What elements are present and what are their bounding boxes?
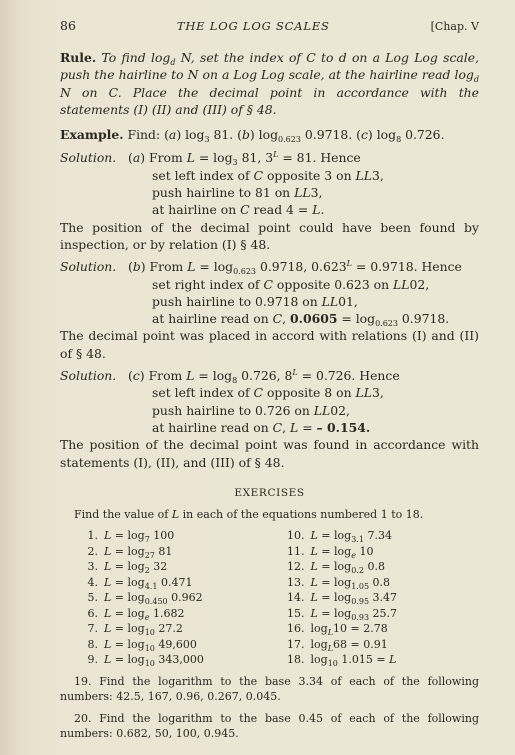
exercise-equation: $\log_{10} 1.015 = L$ <box>310 653 397 669</box>
exercise-number: 9. <box>87 653 98 667</box>
solution-step: at hairline read on C, L = – 0.154. <box>152 419 371 435</box>
exercise-number: 18. <box>287 653 305 667</box>
exercise-item <box>283 652 480 668</box>
chapter-label: [Chap. V <box>430 20 479 33</box>
solution-label: Solution. <box>60 368 117 384</box>
exercise-number: 1. <box>87 529 98 543</box>
exercise-item <box>283 621 480 637</box>
exercise-equation: $L = \log_{1.05} 0.8$ <box>310 575 391 591</box>
exercise-equation: $L = \log_7 100$ <box>104 529 175 545</box>
exercise-item <box>283 606 480 622</box>
exercise-20: 20. Find the logarithm to the base 0.45 of each of the following numbers: 0.682, 50, 100, 0.945. <box>60 711 479 741</box>
exercises-heading: EXERCISES <box>234 486 305 499</box>
example-label: Example. <box>60 127 124 143</box>
exercise-number: 8. <box>87 637 98 651</box>
page-number: 86 <box>60 18 76 33</box>
solution-a <box>60 149 479 253</box>
exercise-item <box>283 575 480 591</box>
exercise-19: 19. Find the logarithm to the base 3.34 of each of the following numbers: 42.5, 167, 0.96, 0.267, 0.045. <box>60 674 479 704</box>
exercise-number: 15. <box>287 606 305 620</box>
running-title: THE LOG LOG SCALES <box>176 19 330 33</box>
exercise-number: 3. <box>87 560 98 574</box>
exercise-item <box>283 637 480 653</box>
exercise-item <box>76 590 273 606</box>
solution-step: set left index of C opposite 3 on LL3, <box>152 167 384 183</box>
example-paragraph <box>60 126 479 143</box>
solution-note: The decimal point was placed in accord with relations (I) and (II) of § 48. <box>60 328 479 361</box>
exercise-item <box>283 544 480 560</box>
exercise-number: 4. <box>87 575 98 589</box>
exercise-number: 5. <box>87 591 98 605</box>
rule-paragraph <box>60 49 479 118</box>
exercise-equation: $L = \log_{10} 27.2$ <box>104 622 183 638</box>
exercise-equation: $L = \log_{0.93} 25.7$ <box>310 606 398 622</box>
rule-text: To find $\log_d N$, set the index of C to d on a Log Log scale, push the hairline to N on a Log Log scale, at the hairline read $\log_d N$ on C. Place the decimal point in accordance with the statements (I) (II) and (III) of § 48. <box>60 50 480 117</box>
exercise-number: 11. <box>287 544 305 558</box>
exercise-equation: $L = \log_{4.1} 0.471$ <box>104 575 193 591</box>
exercises-intro: Find the value of L in each of the equations numbered 1 to 18. <box>74 507 424 521</box>
exercise-item <box>76 528 273 544</box>
exercise-equation: $L = \log_{0.95} 3.47$ <box>310 591 398 607</box>
exercise-equation: $L = \log_2 32$ <box>104 560 168 576</box>
exercise-item <box>76 575 273 591</box>
solution-first-line: (b) From $L = \log_{0.623} 0.9718$, $0.623^L = 0.9718$. Hence <box>128 259 462 277</box>
exercise-number: 17. <box>287 637 305 651</box>
solution-b <box>60 258 479 362</box>
exercise-item <box>76 621 273 637</box>
exercise-item <box>76 637 273 653</box>
exercise-item <box>283 590 480 606</box>
exercise-equation: $\log_L68 = 0.91$ <box>310 637 388 653</box>
rule-label: Rule. <box>60 50 97 65</box>
solution-c <box>60 367 479 471</box>
exercise-equation: $L = \log_{10} 49,600$ <box>104 637 197 653</box>
exercise-equation: $L = \log_{0.450} 0.962$ <box>104 591 203 607</box>
exercise-equation: $L = \log_{0.2} 0.8$ <box>310 560 385 576</box>
solution-step: push hairline to 81 on LL3, <box>152 185 323 201</box>
solution-label: Solution. <box>60 259 117 275</box>
solution-step: push hairline to 0.726 on LL02, <box>152 402 350 418</box>
exercise-list <box>60 528 479 668</box>
exercise-number: 6. <box>87 606 98 620</box>
exercise-number: 16. <box>287 622 305 636</box>
solution-step: push hairline to 0.9718 on LL01, <box>152 293 358 309</box>
exercise-number: 12. <box>287 560 305 574</box>
solution-note: The position of the decimal point could have been found by inspection, or by relation (I) § 48. <box>60 219 479 252</box>
exercise-item <box>76 606 273 622</box>
solution-first-line: (a) From $L = \log_3 81$, $3^L = 81$. Hence <box>128 150 361 168</box>
solution-step: set right index of C opposite 0.623 on LL02, <box>152 276 430 292</box>
exercise-equation: $L = \log_e 10$ <box>310 544 374 560</box>
exercise-item <box>76 652 273 668</box>
running-header <box>60 18 479 33</box>
exercise-number: 2. <box>87 544 98 558</box>
exercise-equation: $L = \log_{10} 343,000$ <box>104 653 204 669</box>
exercise-number: 13. <box>287 575 305 589</box>
exercise-equation: $L = \log_e 1.682$ <box>104 606 185 622</box>
solution-note: The position of the decimal point was found in accordance with statements (I), (II), and (III) of § 48. <box>60 437 479 470</box>
exercise-item <box>76 544 273 560</box>
exercise-item <box>283 559 480 575</box>
exercise-number: 14. <box>287 591 305 605</box>
solution-first-line: (c) From $L = \log_8 0.726$, $8^L = 0.726$. Hence <box>128 368 400 386</box>
exercise-equation: $L = \log_{3.1} 7.34$ <box>310 529 392 545</box>
solution-label: Solution. <box>60 150 117 166</box>
exercise-number: 10. <box>287 529 305 543</box>
solution-step: set left index of C opposite 8 on LL3, <box>152 385 384 401</box>
example-text: Find: (a) $\log_3 81$. (b) $\log_{0.623} 0.9718$. (c) $\log_8 0.726$. <box>127 127 445 145</box>
exercise-item <box>76 559 273 575</box>
exercise-equation: $L = \log_{27} 81$ <box>104 544 173 560</box>
exercise-equation: $\log_L10 = 2.78$ <box>310 622 388 638</box>
exercise-item <box>283 528 480 544</box>
exercise-number: 7. <box>87 622 98 636</box>
solution-step: at hairline on C read 4 = L. <box>152 202 325 218</box>
solution-step: at hairline read on C, $0.0605 = \log_{0.623} 0.9718$. <box>152 311 450 329</box>
